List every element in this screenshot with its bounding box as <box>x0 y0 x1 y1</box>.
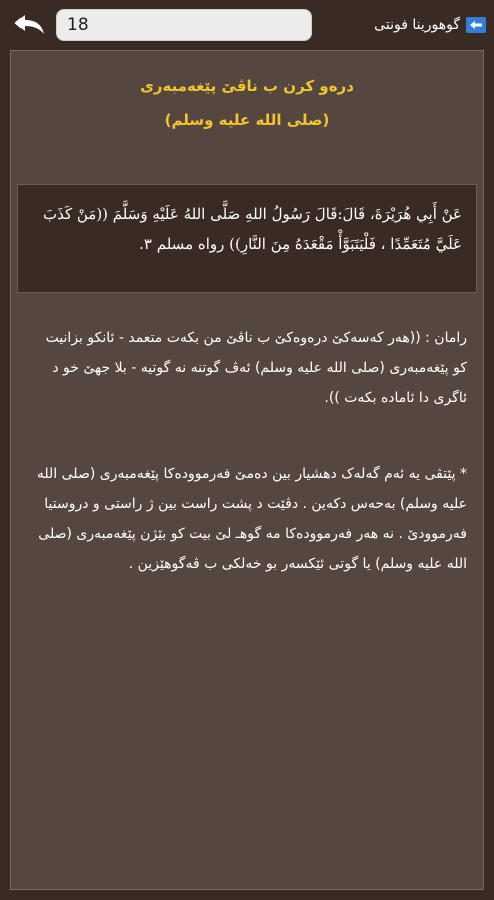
hadith-meaning-text: رامان : ((هەر کەسەکێ درەوەکێ ب ناڤێ من بکەت متعمد - ئانکو بزانیت کو پێغەمبەری (صلی الله علیه وسلم) ئەڤ گوتنە نە گوتیە - بلا جهێ خو د ئاگری دا ئامادە بکەت )). <box>45 330 467 406</box>
hadith-title-line1: درەو کرن ب ناڤێ پێغەمبەری <box>140 77 354 95</box>
reply-arrow-icon <box>11 12 47 36</box>
hadith-number-input[interactable] <box>56 9 312 41</box>
back-button[interactable] <box>8 8 50 40</box>
top-toolbar <box>0 0 494 48</box>
arrow-left-icon <box>466 17 486 33</box>
hadith-panel <box>10 50 484 890</box>
hadith-title <box>11 69 483 137</box>
change-font-button[interactable] <box>374 10 486 40</box>
hadith-title-line2: (صلی الله علیه وسلم) <box>164 111 330 129</box>
hadith-benefit-text: * پێتڤی یە ئەم گەلەک دهشیار بین دەمێ فەرموودەکا پێغەمبەری (صلی الله علیه وسلم) بەحەس دکەین . دڤێت د پشت راست بین ژ راستی و دروستیا فەرموودێ . نە هەر فەرموودەکا مە گوهـ لێ بیت کو بێژن پێغەمبەری (صلی الله علیه وسلم) یا گوتی ئێکسەر بو خەلکی ب ڤەگوهێزین . <box>36 466 467 572</box>
arabic-hadith-text: عَنْ أَبِي هُرَيْرَةَ، قَالَ:قَالَ رَسُولُ اللهِ صَلَّى اللهُ عَلَيْهِ وَسَلَّمَ ((مَنْ كَذَبَ عَلَيَّ مُتَعَمِّدًا ، فَلْيَتَبَوَّأْ مَقْعَدَهُ مِنَ النَّارِ)) رواه مسلم ٣. <box>17 184 477 293</box>
change-font-label: گوهورینا فونتی <box>374 17 460 33</box>
